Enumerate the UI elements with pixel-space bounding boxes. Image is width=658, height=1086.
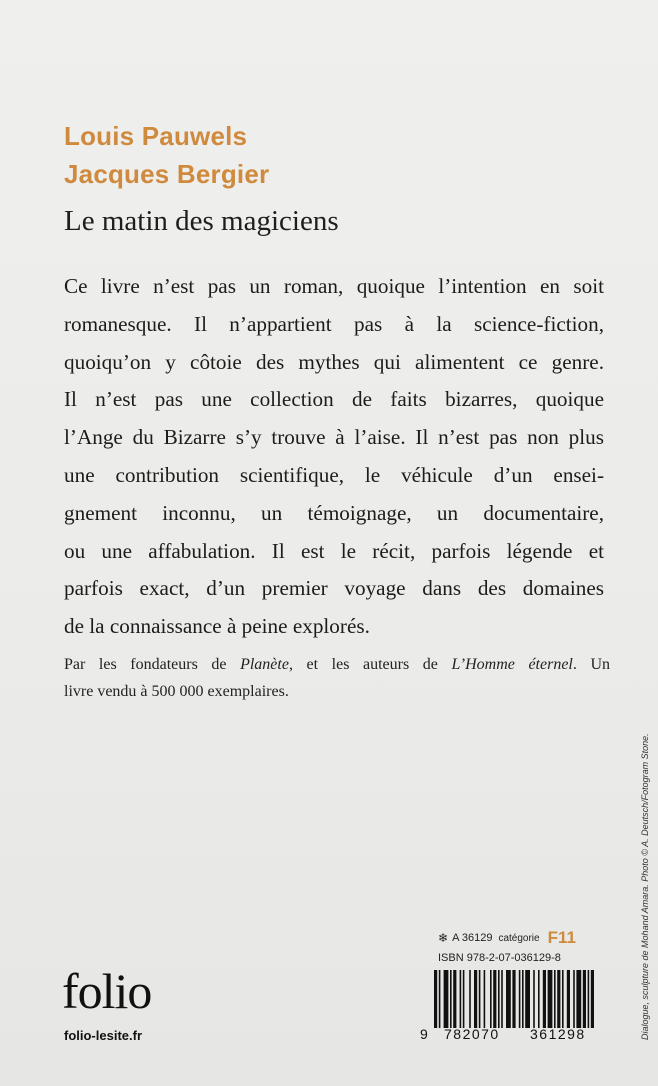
- barcode-digit-first: 9: [420, 1026, 428, 1042]
- barcode-bar: [484, 970, 486, 1028]
- barcode-digits: [420, 1026, 616, 1048]
- blurb-line: Il n’est pas une collection de faits bizarres, quoique: [64, 387, 604, 412]
- barcode-bar: [591, 970, 594, 1028]
- barcode-bar: [506, 970, 511, 1028]
- barcode-bar: [439, 970, 441, 1028]
- barcode-bar: [519, 970, 521, 1028]
- barcode-bar: [543, 970, 546, 1028]
- barcode-group-right: 361298: [530, 1026, 586, 1042]
- barcode-bar: [538, 970, 540, 1028]
- barcode-bar: [533, 970, 535, 1028]
- blurb-line: parfois exact, d’un premier voyage dans des domaines: [64, 576, 604, 601]
- barcode-bar: [583, 970, 586, 1028]
- barcode-bar: [576, 970, 581, 1028]
- blurb-line: une contribution scientifique, le véhicule d’un ensei-: [64, 462, 604, 487]
- barcode: [420, 970, 616, 1050]
- barcode-bar: [444, 970, 449, 1028]
- barcode-bar: [567, 970, 570, 1028]
- barcode-bars: [420, 970, 616, 1028]
- tagline-text: , et les auteurs de: [288, 656, 452, 673]
- author-name-2: Jacques Bergier: [64, 159, 270, 189]
- tagline-text: . Un: [572, 656, 611, 673]
- book-title: Le matin des magiciens: [64, 205, 339, 237]
- tagline-book-title: L’Homme éternel: [451, 656, 573, 673]
- barcode-bar: [562, 970, 564, 1028]
- barcode-bar: [548, 970, 553, 1028]
- stock-line: [438, 928, 576, 948]
- barcode-group-left: 782070: [444, 1026, 500, 1042]
- tagline-line-2: livre vendu à 500 000 exemplaires.: [64, 683, 289, 700]
- category-label: catégorie: [498, 932, 540, 944]
- barcode-bar: [479, 970, 481, 1028]
- blurb-line: l’Ange du Bizarre s’y trouve à l’aise. Il n’est pas non plus: [64, 425, 604, 450]
- stock-code: A 36129: [452, 932, 493, 944]
- barcode-bar: [498, 970, 500, 1028]
- folio-logo: folio: [62, 963, 152, 1019]
- publisher-website: folio-lesite.fr: [64, 1028, 143, 1043]
- tagline-line-1: [64, 651, 610, 678]
- blurb-line: de la connaissance à peine explorés.: [64, 614, 370, 639]
- barcode-bar: [525, 970, 530, 1028]
- blurb-paragraph: [64, 268, 604, 646]
- barcode-bar: [588, 970, 590, 1028]
- blurb-line: gnement inconnu, un témoignage, un documentaire,: [64, 500, 604, 525]
- barcode-bar: [434, 970, 437, 1028]
- blurb-line: Ce livre n’est pas un roman, quoique l’intention en soit: [64, 274, 604, 298]
- isbn-number: ISBN 978-2-07-036129-8: [438, 952, 561, 964]
- barcode-bar: [474, 970, 477, 1028]
- barcode-bar: [493, 970, 496, 1028]
- barcode-bar: [522, 970, 524, 1028]
- barcode-bar: [501, 970, 503, 1028]
- blurb-line: romanesque. Il n’appartient pas à la science-fiction,: [64, 311, 604, 336]
- tagline-text: Par les fondateurs de: [64, 656, 241, 673]
- blurb-line: ou une affabulation. Il est le récit, parfois légende et: [64, 538, 604, 563]
- blurb-line: quoiqu’on y côtoie des mythes qui alimentent ce genre.: [64, 349, 604, 374]
- barcode-bar: [573, 970, 575, 1028]
- author-name-1: Louis Pauwels: [64, 121, 248, 151]
- barcode-bar: [512, 970, 515, 1028]
- barcode-bar: [450, 970, 452, 1028]
- barcode-bar: [469, 970, 471, 1028]
- photo-credit: Dialogue, sculpture de Mohand Amara. Photo © A. Deutsch/Fotogram Stone.: [640, 733, 650, 1040]
- barcode-bar: [463, 970, 465, 1028]
- barcode-bar: [554, 970, 556, 1028]
- tagline: [64, 651, 610, 705]
- barcode-bar: [490, 970, 492, 1028]
- barcode-bar: [453, 970, 456, 1028]
- tagline-magazine-title: Planète: [240, 656, 289, 673]
- barcode-bar: [460, 970, 462, 1028]
- snowflake-icon: ❄: [438, 931, 449, 945]
- barcode-bar: [557, 970, 560, 1028]
- category-code: F11: [547, 928, 576, 947]
